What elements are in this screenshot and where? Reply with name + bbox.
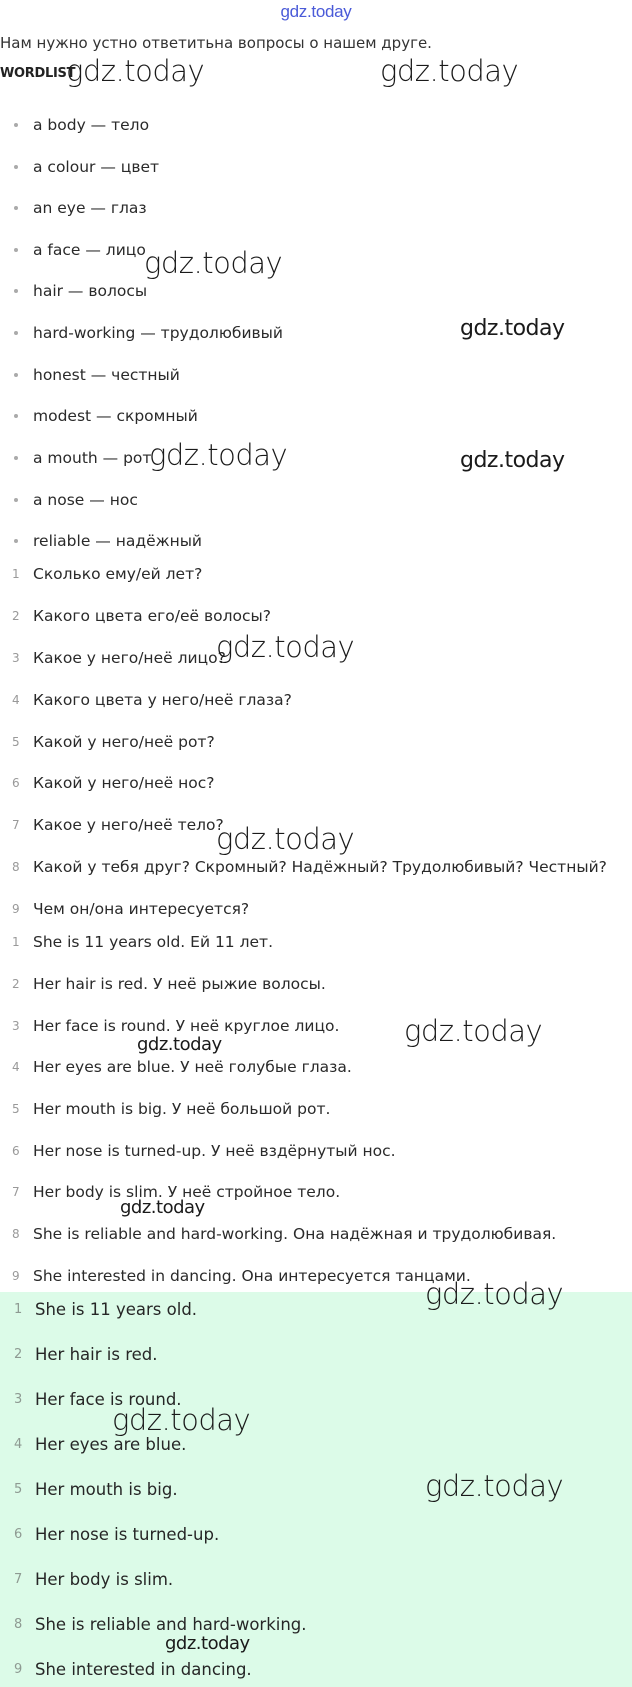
answer-text: Her face is round.	[35, 1390, 182, 1409]
watermark: gdz.today	[425, 1277, 564, 1311]
answer-text: She interested in dancing.	[35, 1660, 252, 1679]
wordlist-item-text: a face — лицо	[33, 241, 146, 259]
answer-number: 8	[14, 1617, 23, 1632]
question-number: 2	[12, 609, 20, 623]
answer-text: Her body is slim. У неё стройное тело.	[33, 1183, 341, 1201]
answer-number: 1	[14, 1302, 23, 1317]
site-header-logo[interactable]: gdz.today	[280, 2, 352, 21]
question-text: Какой у тебя друг? Скромный? Надёжный? Трудолюбивый? Честный?	[33, 858, 607, 876]
answer-text: Her nose is turned-up.	[35, 1525, 220, 1544]
question-number: 3	[12, 651, 20, 665]
answer-text: Her mouth is big.	[35, 1480, 178, 1499]
watermark: gdz.today	[425, 1469, 564, 1503]
answer-number: 5	[12, 1102, 20, 1116]
answer-number: 9	[14, 1662, 23, 1677]
watermark: gdz.today	[216, 822, 355, 856]
question-text: Какой у него/неё нос?	[33, 774, 215, 792]
question-text: Какого цвета его/её волосы?	[33, 607, 271, 625]
answer-text: She is reliable and hard-working.	[35, 1615, 307, 1634]
question-number: 9	[12, 902, 20, 916]
watermark: gdz.today	[460, 448, 565, 473]
answer-text: Her eyes are blue. У неё голубые глаза.	[33, 1058, 352, 1076]
bullet-dot-icon	[14, 414, 18, 418]
answer-number: 1	[12, 935, 20, 949]
answer-text: Her face is round. У неё круглое лицо.	[33, 1017, 340, 1035]
answer-text: She is 11 years old.	[35, 1300, 198, 1319]
answer-text: Her body is slim.	[35, 1570, 174, 1589]
bullet-dot-icon	[14, 206, 18, 210]
answer-number: 9	[12, 1269, 20, 1283]
wordlist-item-text: a mouth — рот	[33, 449, 152, 467]
question-text: Сколько ему/ей лет?	[33, 565, 203, 583]
answer-number: 4	[12, 1060, 20, 1074]
question-number: 1	[12, 567, 20, 581]
answer-number: 3	[14, 1392, 23, 1407]
answer-number: 7	[12, 1185, 20, 1199]
answer-text: Her hair is red.	[35, 1345, 158, 1364]
answer-number: 6	[14, 1527, 23, 1542]
bullet-dot-icon	[14, 289, 18, 293]
answer-text: Her eyes are blue.	[35, 1435, 187, 1454]
question-number: 6	[12, 776, 20, 790]
question-number: 4	[12, 693, 20, 707]
answer-number: 3	[12, 1019, 20, 1033]
bullet-dot-icon	[14, 248, 18, 252]
answer-text: She is 11 years old. Ей 11 лет.	[33, 933, 273, 951]
answer-text: She interested in dancing. Она интересуется танцами.	[33, 1267, 471, 1285]
bullet-dot-icon	[14, 539, 18, 543]
wordlist-item-text: honest — честный	[33, 366, 180, 384]
watermark: gdz.today	[216, 630, 355, 664]
question-text: Какое у него/неё тело?	[33, 816, 224, 834]
answer-number: 7	[14, 1572, 23, 1587]
watermark: gdz.today	[112, 1403, 251, 1437]
question-text: Какой у него/неё рот?	[33, 733, 215, 751]
watermark: gdz.today	[165, 1633, 250, 1654]
answer-number: 8	[12, 1227, 20, 1241]
bullet-dot-icon	[14, 331, 18, 335]
answer-number: 6	[12, 1144, 20, 1158]
watermark: gdz.today	[66, 54, 205, 88]
watermark: gdz.today	[404, 1014, 543, 1048]
wordlist-item-text: hair — волосы	[33, 282, 148, 300]
bullet-dot-icon	[14, 165, 18, 169]
question-number: 5	[12, 735, 20, 749]
answer-number: 5	[14, 1482, 23, 1497]
answer-number: 2	[14, 1347, 23, 1362]
bullet-dot-icon	[14, 373, 18, 377]
bullet-dot-icon	[14, 123, 18, 127]
answer-number: 4	[14, 1437, 23, 1452]
wordlist-item-text: a body — тело	[33, 116, 150, 134]
question-text: Какое у него/неё лицо?	[33, 649, 226, 667]
watermark: gdz.today	[149, 438, 288, 472]
question-text: Чем он/она интересуется?	[33, 900, 250, 918]
watermark: gdz.today	[120, 1197, 205, 1218]
question-number: 7	[12, 818, 20, 832]
wordlist-heading: WORDLIST	[0, 66, 76, 81]
question-text: Какого цвета у него/неё глаза?	[33, 691, 292, 709]
wordlist-item-text: an eye — глаз	[33, 199, 147, 217]
answer-number: 2	[12, 977, 20, 991]
watermark: gdz.today	[144, 246, 283, 280]
watermark: gdz.today	[380, 54, 519, 88]
answer-text: Her hair is red. У неё рыжие волосы.	[33, 975, 326, 993]
watermark: gdz.today	[460, 316, 565, 341]
wordlist-item-text: modest — скромный	[33, 407, 198, 425]
bullet-dot-icon	[14, 456, 18, 460]
answer-text: She is reliable and hard-working. Она надёжная и трудолюбивая.	[33, 1225, 557, 1243]
watermark: gdz.today	[137, 1034, 222, 1055]
wordlist-item-text: reliable — надёжный	[33, 532, 203, 550]
bullet-dot-icon	[14, 498, 18, 502]
answer-text: Her nose is turned-up. У неё вздёрнутый нос.	[33, 1142, 396, 1160]
wordlist-item-text: hard-working — трудолюбивый	[33, 324, 283, 342]
answer-text: Her mouth is big. У неё большой рот.	[33, 1100, 331, 1118]
question-number: 8	[12, 860, 20, 874]
task-intro-text: Нам нужно устно ответитьна вопросы о нашем друге.	[0, 34, 432, 52]
wordlist-item-text: a colour — цвет	[33, 158, 160, 176]
wordlist-item-text: a nose — нос	[33, 491, 138, 509]
